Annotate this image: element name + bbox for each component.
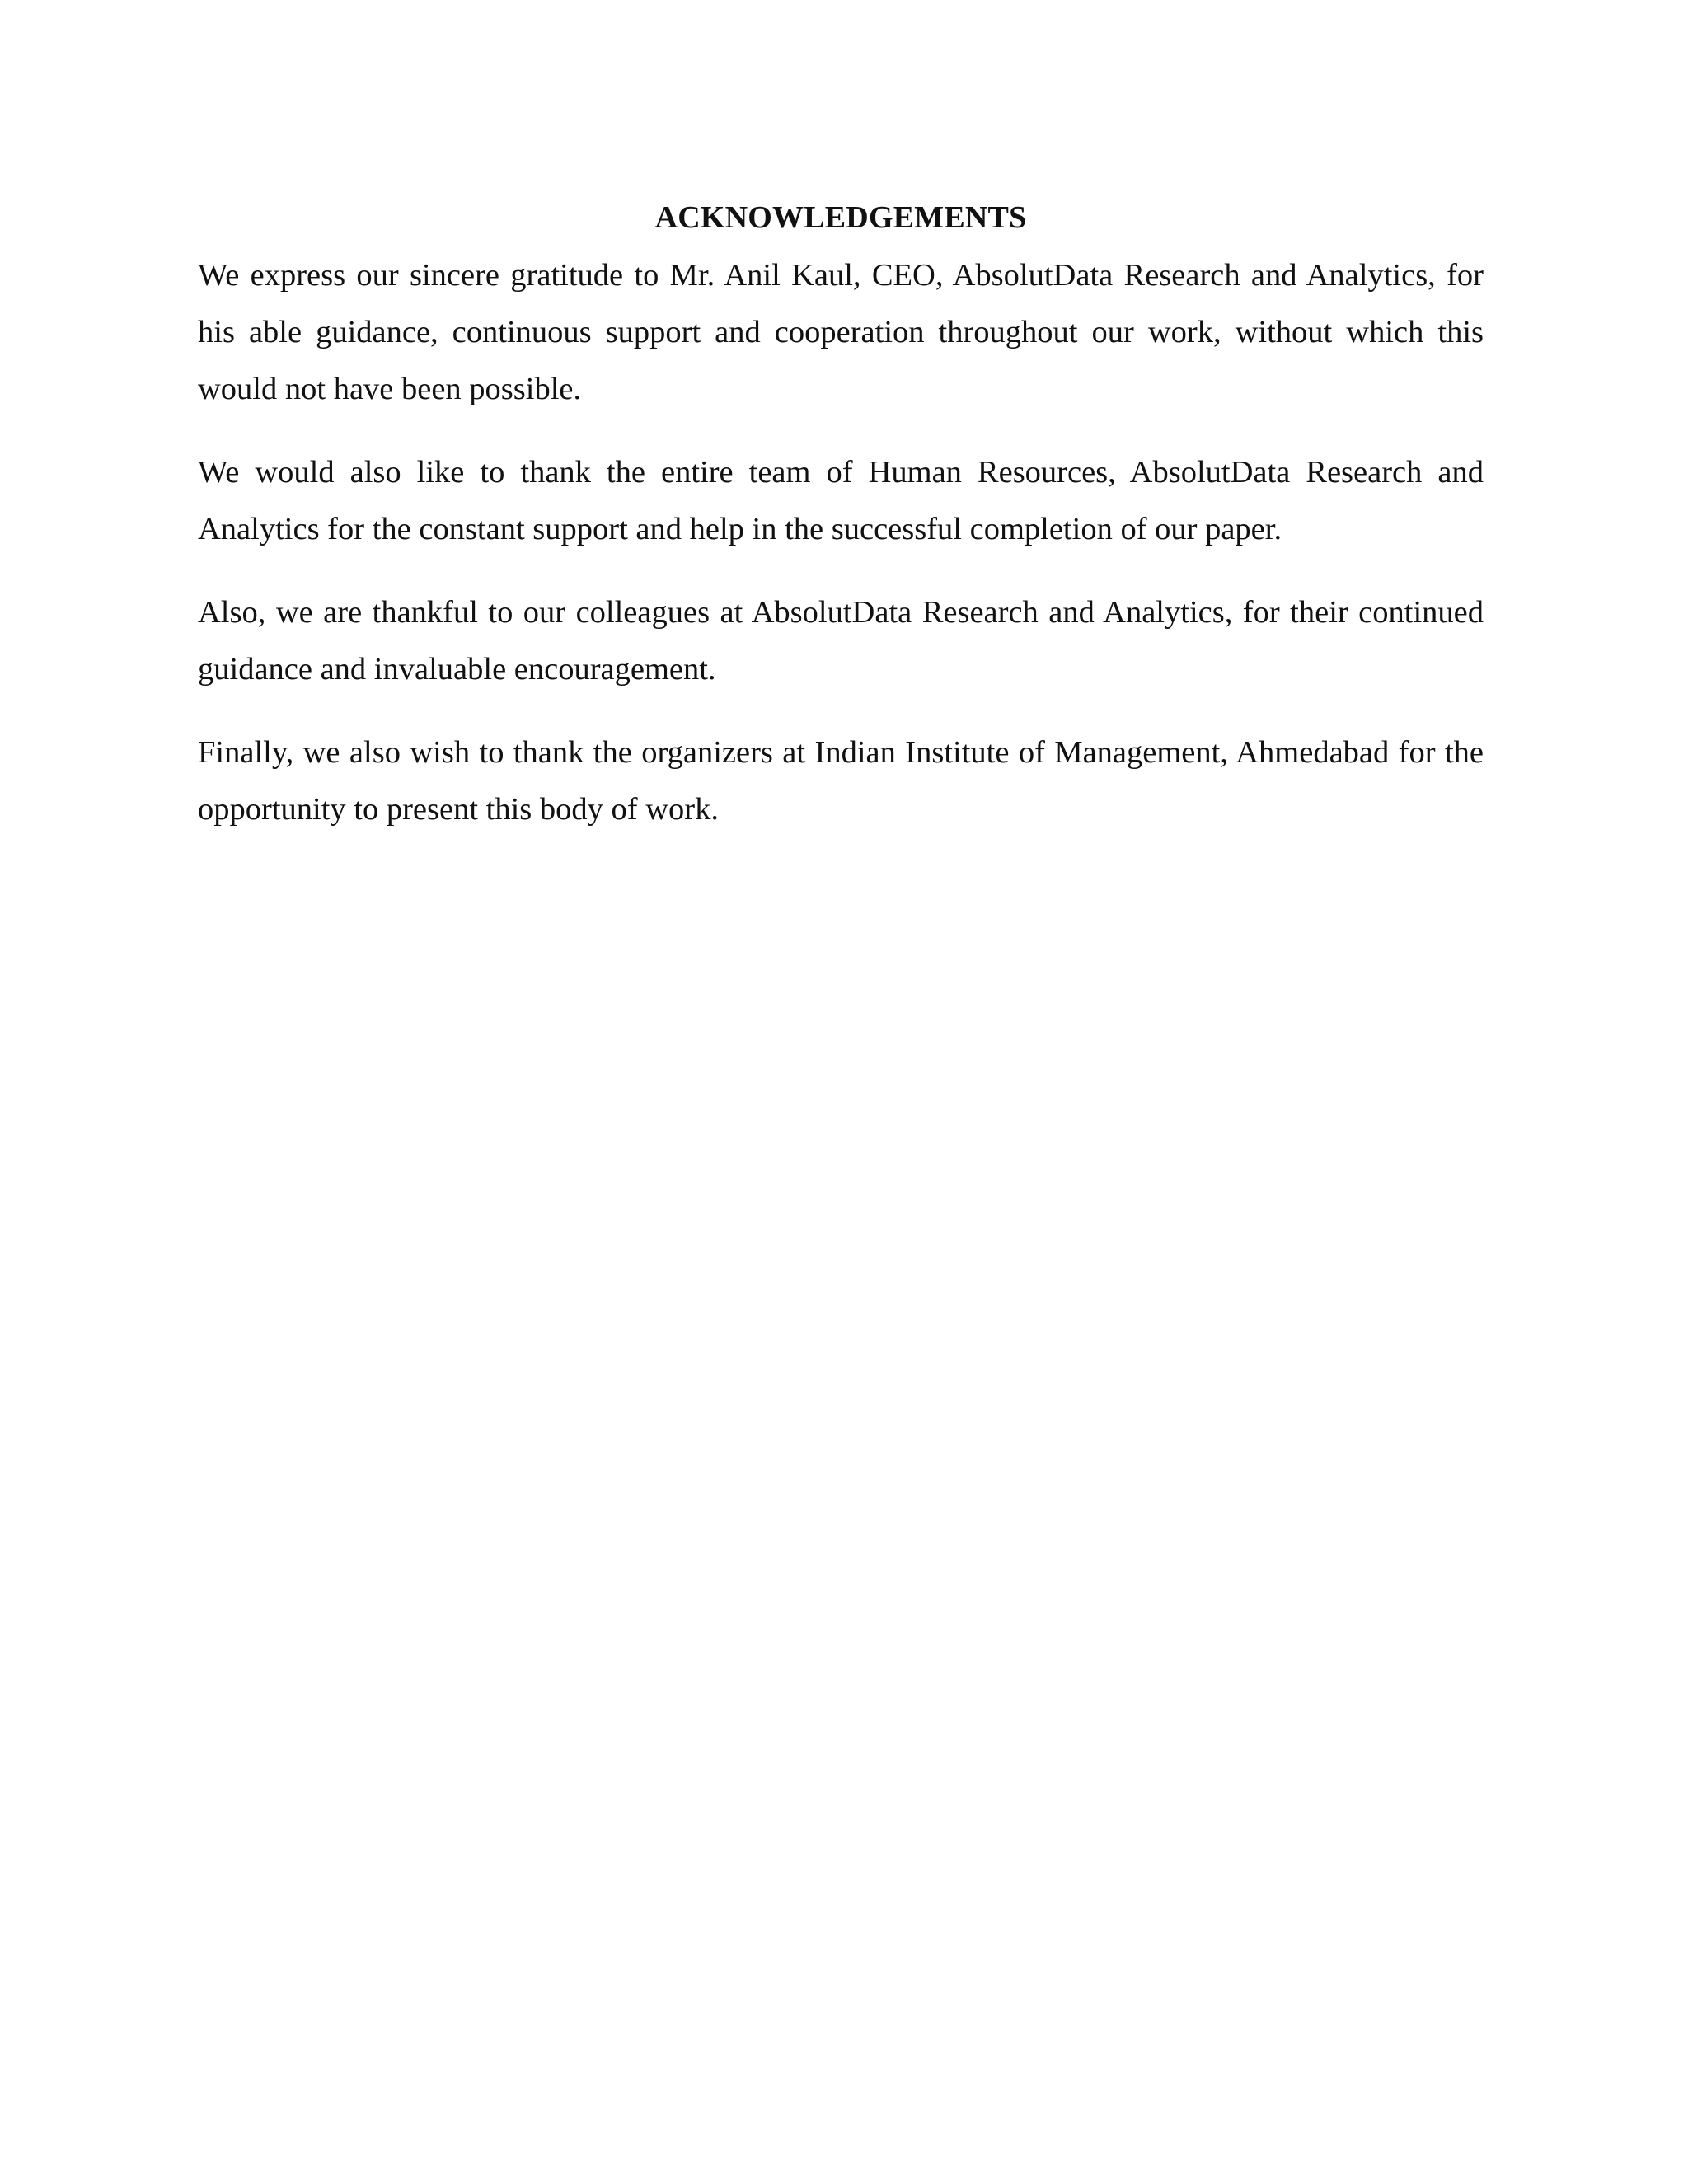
- paragraph-3: Also, we are thankful to our colleagues at AbsolutData Research and Analytics, for their continued guidance and invaluable encouragement.: [198, 595, 1484, 687]
- page-title: ACKNOWLEDGEMENTS: [654, 200, 1027, 235]
- acknowledgements-section: [198, 196, 1484, 865]
- paragraph-4: Finally, we also wish to thank the organizers at Indian Institute of Management, Ahmedabad for the opportunity to present this body of work.: [198, 735, 1484, 827]
- paragraph-1: We express our sincere gratitude to Mr. Anil Kaul, CEO, AbsolutData Research and Analytics, for his able guidance, continuous support and cooperation throughout our work, without which this would not have been possible.: [198, 258, 1484, 406]
- paragraph-2: We would also like to thank the entire team of Human Resources, AbsolutData Research and Analytics for the constant support and help in the successful completion of our paper.: [198, 455, 1484, 546]
